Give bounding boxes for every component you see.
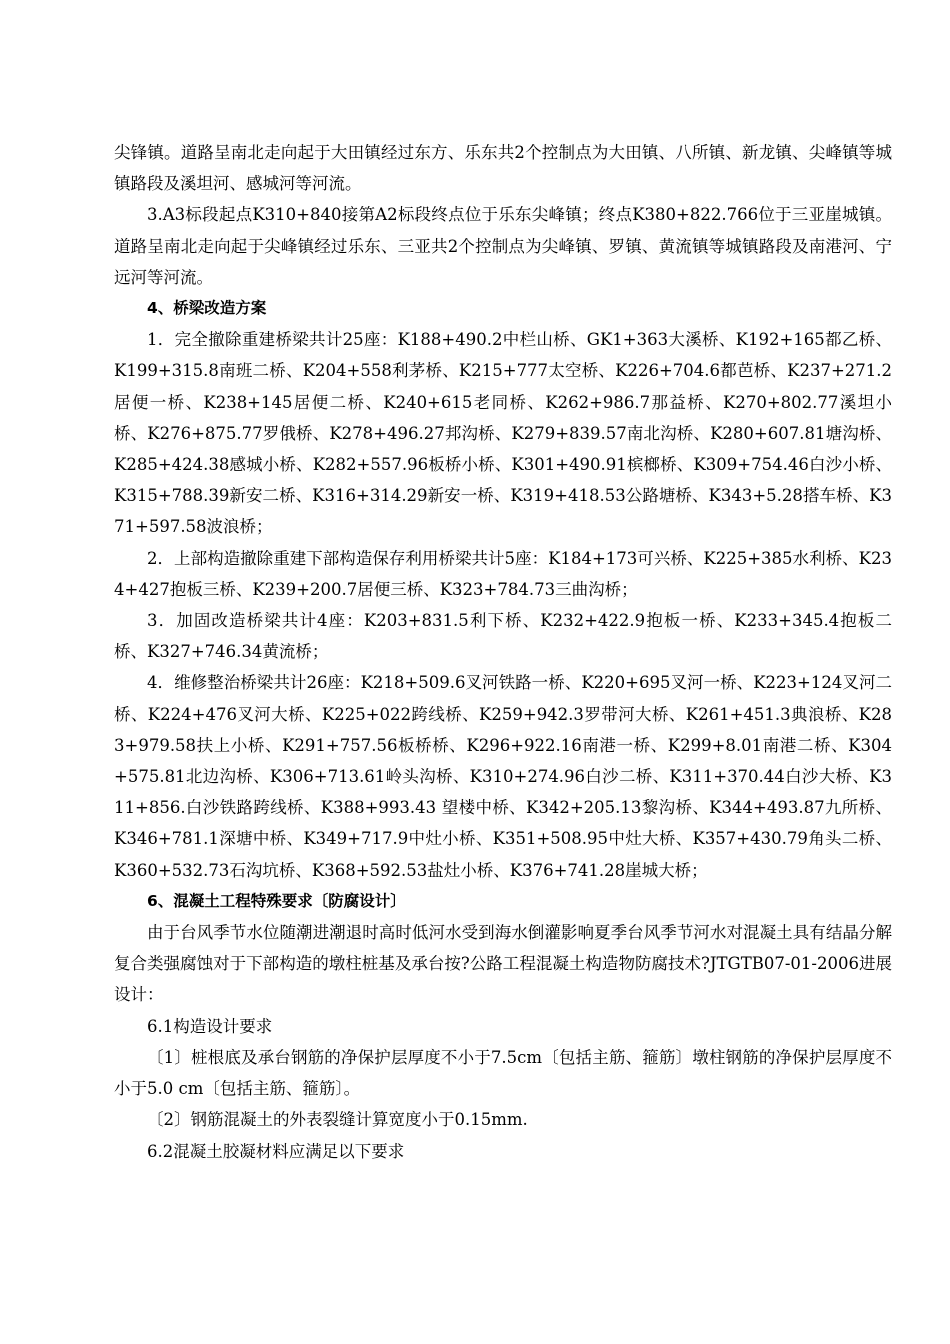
paragraph-rebuild-bridges: 1．完全撤除重建桥梁共计25座：K188+490.2中栏山桥、GK1+363大溪桥、K192+165都乙桥、K199+315.8南班二桥、K204+558利茅桥、K215+777太空桥、K226+704.6都芭桥、K237+271.2居便一桥、K238+145居便二桥、K240+615老同桥、K262+986.7那益桥、K270+802.77溪坦小桥、K276+875.77罗俄桥、K278+496.27邦沟桥、K279+839.57南北沟桥、K280+607.81塘沟桥、K285+424.38感城小桥、K282+557.96板桥小桥、K301+490.91槟榔桥、K309+754.46白沙小桥、K315+788.39新安二桥、K316+314.29新安一桥、K319+418.53公路塘桥、K343+5.28搭车桥、K371+597.58波浪桥； (114, 330, 892, 537)
paragraph-a2-continuation: 尖锋镇。道路呈南北走向起于大田镇经过东方、乐东共2个控制点为大田镇、八所镇、新龙镇、尖峰镇等城镇路段及溪坦河、感城河等河流。 (114, 143, 892, 194)
heading-bridge-renovation: 4、桥梁改造方案 (147, 299, 267, 318)
paragraph-maintenance-bridges: 4．维修整治桥梁共计26座：K218+509.6叉河铁路一桥、K220+695叉河一桥、K223+124叉河二桥、K224+476叉河大桥、K225+022跨线桥、K259+942.3罗带河大桥、K261+451.3典浪桥、K283+979.58扶上小桥、K291+757.56板桥桥、K296+922.16南港一桥、K299+8.01南港二桥、K304+575.81北边沟桥、K306+713.61岭头沟桥、K310+274.96白沙二桥、K311+370.44白沙大桥、K311+856.白沙铁路跨线桥、K388+993.43 望楼中桥、K342+205.13黎沟桥、K344+493.87九所桥、K346+781.1深塘中桥、K349+717.9中灶小桥、K351+508.95中灶大桥、K357+430.79角头二桥、K360+532.73石沟坑桥、K368+592.53盐灶小桥、K376+741.28崖城大桥； (114, 673, 892, 880)
heading-concrete-requirements: 6、混凝土工程特殊要求〔防腐设计〕 (147, 891, 406, 910)
paragraph-crack-width: 〔2〕钢筋混凝土的外表裂缝计算宽度小于0.15mm. (147, 1110, 528, 1130)
paragraph-reinforcement: 3．加固改造桥梁共计4座：K203+831.5利下桥、K232+422.9抱板一桥、K233+345.4抱板二桥、K327+746.34黄流桥； (114, 611, 892, 662)
paragraph-cover-thickness: 〔1〕桩根底及承台钢筋的净保护层厚度不小于7.5cm〔包括主筋、箍筋〕墩柱钢筋的净保护层厚度不小于5.0 cm〔包括主筋、箍筋〕。 (114, 1047, 892, 1099)
paragraph-corrosion-design: 由于台风季节水位随潮进潮退时高时低河水受到海水倒灌影响夏季台风季节河水对混凝土具有结晶分解复合类强腐蚀对于下部构造的墩柱桩基及承台按?公路工程混凝土构造物防腐技术?JTGTB07-01-2006进展设计： (114, 923, 892, 1005)
paragraph-superstructure-rebuild: 2．上部构造撤除重建下部构造保存利用桥梁共计5座：K184+173可兴桥、K225+385水利桥、K234+427抱板三桥、K239+200.7居便三桥、K323+784.73三曲沟桥； (114, 548, 892, 599)
paragraph-binder-requirements: 6.2混凝土胶凝材料应满足以下要求 (147, 1141, 405, 1161)
document-body (114, 137, 892, 1167)
paragraph-structure-requirements: 6.1构造设计要求 (147, 1016, 273, 1036)
paragraph-a3-section: 3.A3标段起点K310+840接第A2标段终点位于乐东尖峰镇；终点K380+822.766位于三亚崖城镇。道路呈南北走向起于尖峰镇经过乐东、三亚共2个控制点为尖峰镇、罗镇、黄流镇等城镇路段及南港河、宁远河等河流。 (114, 205, 892, 287)
